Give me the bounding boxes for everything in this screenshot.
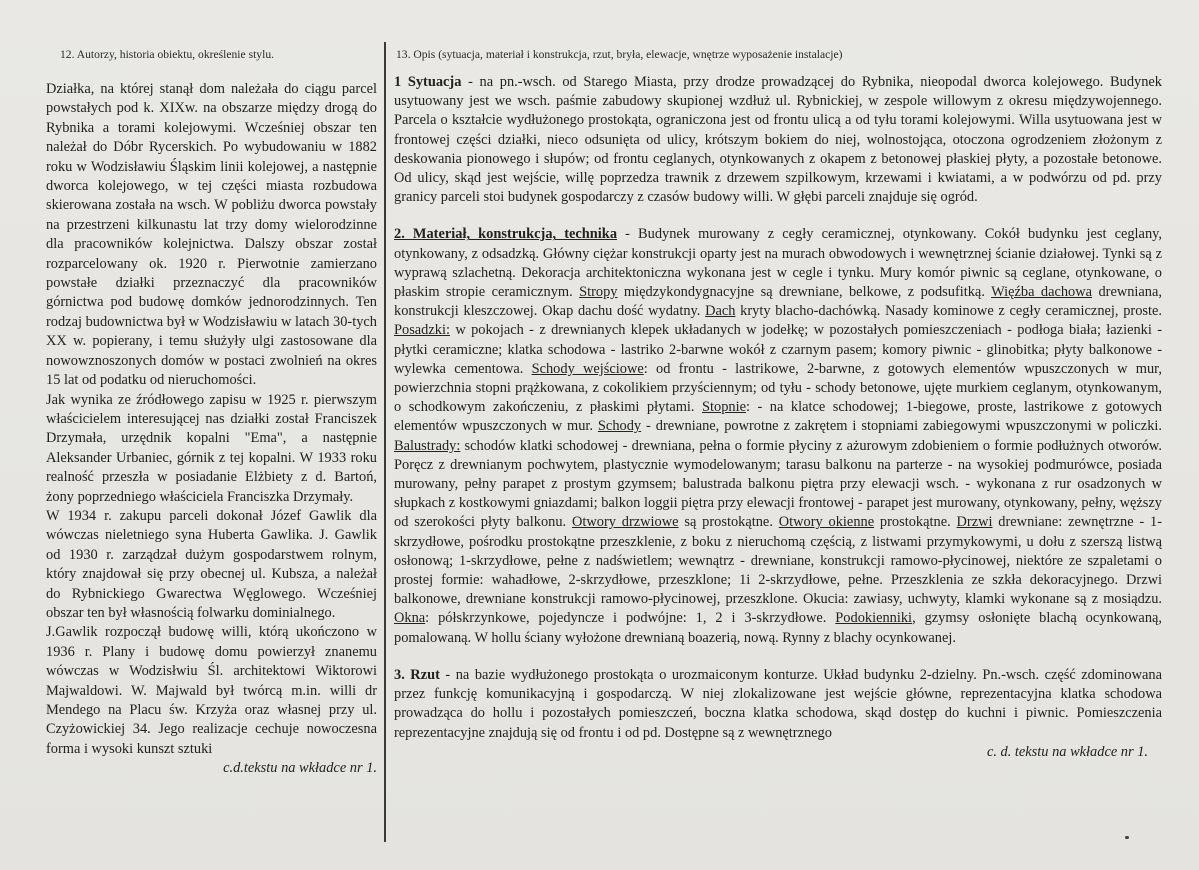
term-underlined: Stropy <box>579 284 618 301</box>
section-gap <box>394 648 1162 666</box>
section-text: schodów klatki schodowej - drewniana, pełna o formie płyciny z ażurowym zdobieniem o formie podłużnych otworów. Poręcz z drewnianym pochwytem, plastycznie wymodelowanym; tarasu balkonu na parterze - na wysokiej podmurówce, posiada murowany, pełny parapet z prostym gzymsem; balustrada balkonu piętra przy elewacji wsch. - wykonana z rur osadzonych w słupkach z kostkowymi gniazdami; balkon loggii piętra przy elewacji frontowej - parapet jest murowany, otynkowany, pełny, węższy od szerokości płyty balkonu. <box>394 437 1162 531</box>
continuation-note: c.d.tekstu na wkładce nr 1. <box>223 760 377 777</box>
term-underlined: Schody wejściowe <box>531 360 644 377</box>
section-text: - Budynek murowany z cegły ceramicznej, otynkowany. Cokół budynku jest ceglany, otynkowany, z odsadzką. Główny ciężar konstrukcji oparty jest na murach obwodowych i wewnętrznej ścianie działowej. Tynki są z wyprawą szlachetną. Dekoracja architektoniczna wykonana jest w cegle i tynku. Mury komór piwnic są ceglane, otynkowane, o płaskim stropie ceramicznym. <box>394 226 1162 301</box>
section-text: międzykondygnacyjne są drewniane, belkowe, z podsufitką. <box>617 284 992 301</box>
section-text: drewniane: zewnętrzne - 1-skrzydłowe, pośrodku prostokątne przeszklenie, z boku z nieruchomą częścią, z listwami przymykowymi, u dołu z szerszą listwą osłonową; 1-skrzydłowe, pełne z nadświetlem; wewnątrz - drewniane, konstrukcji ramowo-płycinowej, niektóre ze szpaletami o prostej formie: wahadłowe, 2-skrzydłowe, przeszklone; 1i 2-skrzydłowe, pełne. Przeszklenia ze szkła dekoracyjnego. Drzwi balkonowe, drewniane konstrukcji ramowo-płycinowej, przeszklone. Okucia: zawiasy, uchwyty, klamki wykonane są z mosiądzu. <box>394 514 1163 608</box>
history-column <box>46 80 377 779</box>
section-text: drewniana, konstrukcji kleszczowej. Okap dachu dość wydatny. <box>394 284 1162 320</box>
term-underlined: Schody <box>597 418 642 435</box>
right-column-header: 13. Opis (sytuacja, materiał i konstrukcja, rzut, bryła, elewacje, wnętrze wyposażenie instalacje) <box>396 48 843 61</box>
term-underlined: Drzwi <box>956 514 993 531</box>
section-text: : od frontu - lastrikowe, 2-barwne, z gotowych elementów wpuszczonych w mur, powierzchnia stopni prążkowana, z cokolikiem przyściennym; od tyłu - schody betonowe, ujęte murkiem ceglanym, otynkowanym, o schodkowym zakończeniu, z płaskimi płytami. <box>394 360 1162 416</box>
section-title: 1 Sytuacja <box>394 74 462 90</box>
history-paragraph: W 1934 r. zakupu parceli dokonał Józef Gawlik dla wówczas nieletniego syna Huberta Gawlika. J. Gawlik od 1930 r. zarządzał dużym gospodarstwem rolnym, który znajdował się przy obecnej ul. Kubsza, a należał do Rybnickiego Gwarectwa Węglowego. Wcześniej obszar ten był własnością folwarku dominialnego. <box>46 507 377 621</box>
term-underlined: Otwory okienne <box>778 514 875 531</box>
section-text: w pokojach - z drewnianych klepek układanych w jodełkę; w pozostałych pomieszczeniach - podłoga biała; łazienki - płytki ceramiczne; klatka schodowa - lastriko 2-barwne wokół z czarnym pasem; komory piwnic - glinobitka; płyty balkonowe - wylewka cementowa. <box>394 322 1162 377</box>
section-text: : - na klatce schodowej; 1-biegowe, proste, lastrikowe z gotowych elementów wpuszczonych w mur. <box>394 399 1162 435</box>
term-underlined: Stopnie <box>702 399 746 416</box>
section-gap <box>394 207 1162 225</box>
term-underlined: Podokienniki <box>835 610 913 627</box>
ink-mark <box>1125 836 1129 839</box>
section-text: , gzymsy osłonięte blachą ocynkowaną, pomalowaną. W hollu ściany wyłożone drewnianą boazerią, nową. Rynny z blachy ocynkowanej. <box>394 610 1162 646</box>
column-divider <box>384 42 386 842</box>
section-title: 2. Materiał, konstrukcja, technika <box>394 226 618 243</box>
section-text: : półskrzynkowe, pojedyncze i podwójne: 1, 2 i 3-skrzydłowe. <box>425 610 836 627</box>
section-text: - na bazie wydłużonego prostokąta o urozmaiconym konturze. Układ budynku 2-dzielny. Pn.-wsch. część zdominowana przez funkcję komunikacyjną i gospodarczą. W niej zlokalizowane jest wejście główne, reprezentacyjna klatka schodowa prowadząca do hollu i pozostałych pomieszczeń, boczna klatka schodowa, skąd dostęp do kuchni i piwnic. Pomieszczenia reprezentacyjne znajdują się od frontu i od pd. Dostępne są z wewnętrznego <box>394 666 1162 741</box>
continuation-note: c. d. tekstu na wkładce nr 1. <box>986 743 1148 760</box>
section-situation <box>394 73 1162 207</box>
term-underlined: Posadzki: <box>394 322 450 339</box>
section-title: 3. Rzut <box>394 666 440 683</box>
section-text: kryty blacho-dachówką. Nasady kominowe z cegły ceramicznej, proste. <box>735 303 1162 320</box>
section-text: - drewniane, powrotne z zakrętem i stopniami zabiegowymi wpuszczonymi w policzki. <box>641 418 1162 435</box>
history-paragraph: Jak wynika ze źródłowego zapisu w 1925 r. pierwszym właścicielem interesującej nas działki został Franciszek Drzymała, urzędnik kopalni "Ema", a następnie Aleksander Urbaniec, górnik z tej kopalni. W 1933 roku realność przeszła w posiadanie Elżbiety z d. Bartoń, żony poprzedniego właściciela Franciszka Drzymały. <box>46 391 377 505</box>
section-plan <box>394 666 1162 743</box>
section-text: są prostokątne. <box>678 514 779 531</box>
section-text: - na pn.-wsch. od Starego Miasta, przy drodze prowadzącej do Rybnika, nieopodal dworca kolejowego. Budynek usytuowany jest we wsch. paśmie zabudowy skupionej wzdłuż ul. Rybnickiej, w zespole willowym z okresu międzywojennego. Parcela o kształcie wydłużonego prostokąta, ograniczona jest od frontu ulicą a od tyłu torami kolejowymi. Willa usytuowana jest w frontowej części działki, nieco odsunięta od ulicy, krótszym bokiem do niej, wolnostojąca, otoczona ogrodzeniem złożonym z deskowania pionowego i słupów; od frontu ceglanych, otynkowanych z okapem z betonowej płaskiej płyty, a pozostałe betonowe. Od ulicy, skąd jest wejście, willę poprzedza trawnik z drzewem szpilkowym, krzewami i kwiatami, a w podwórzu od pd. przy granicy parceli stoi budynek gospodarczy z czasów budowy willi. W głębi parceli znajduje się ogród. <box>394 74 1163 206</box>
left-column-header: 12. Autorzy, historia obiektu, określenie stylu. <box>60 48 275 61</box>
term-underlined: Dach <box>705 303 736 320</box>
term-underlined: Okna <box>394 610 426 627</box>
term-underlined: Otwory drzwiowe <box>571 514 679 531</box>
history-paragraph: J.Gawlik rozpoczął budowę willi, którą ukończono w 1936 r. Plany i budowę domu powierzył znanemu wówczas w Wodzisłwiu Śl. architektowi Wiktorowi Majwaldowi. W. Majwald był twórcą m.in. willi dr Mendego na Placu św. Krzyża oraz własnej przy ul. Czyżowickiej 34. Jego realizacje cechuje nowoczesna forma i wysoki kunszt sztuki <box>46 624 377 757</box>
history-paragraph: Działka, na której stanął dom należała do ciągu parcel powstałych pod k. XIXw. na obszarze między drogą do Rybnika a torami kolejowymi. Wcześniej obszar ten należał do Dóbr Rycerskich. Po wybudowaniu w 1882 roku w Wodzisławiu Śląskim linii kolejowej, a następnie dworca kolejowego, w tej części miasta rozbudowa skierowana została na wsch. W pobliżu dworca powstały na przestrzeni kilkunastu lat trzy domy wielorodzinne dla pracowników kolejnictwa. Dalszy obszar został rozparcelowany ok. 1920 r. Pierwotnie zamierzano powstałe działki przeznaczyć dla pracowników górnictwa pod budowę domków jednorodzinnych. Ten rodzaj budownictwa był w Wodzisławiu w latach 30-tych XX w. popierany, i temu służyły ulgi zastosowane dla nowowznoszonych domów w postaci zwolnień na okres 15 lat od podatku od nieruchomości. <box>46 81 377 389</box>
description-column <box>394 73 1162 762</box>
section-material <box>394 225 1162 647</box>
term-underlined: Balustrady: <box>394 437 461 454</box>
term-underlined: Więźba dachowa <box>991 284 1093 301</box>
section-text: prostokątne. <box>874 514 957 531</box>
